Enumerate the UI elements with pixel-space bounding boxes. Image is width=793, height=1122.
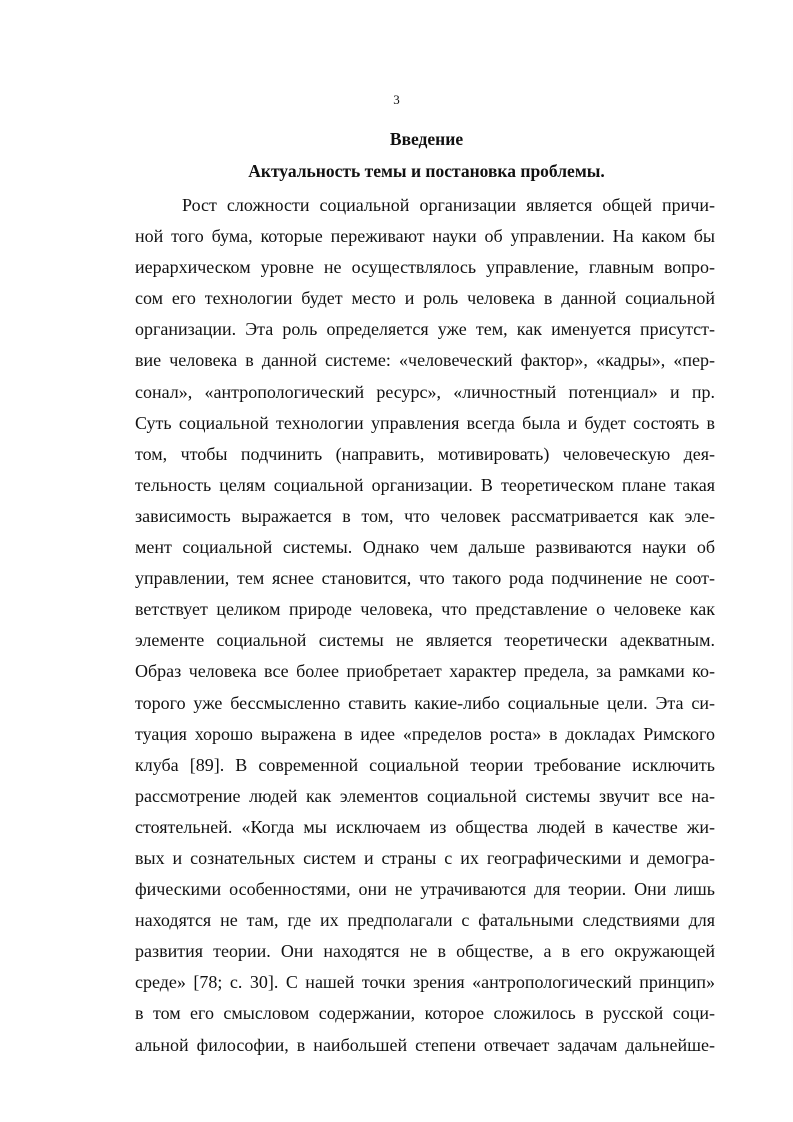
text-line: тельность целям социальной организации. В теоретическом плане такая — [135, 474, 715, 495]
text-line: находятся не там, где их предполагали с фатальными следствиями для — [135, 910, 715, 931]
text-line: ветствует целиком природе человека, что представление о человеке как — [135, 599, 715, 620]
text-line: том, чтобы подчинить (направить, мотивировать) человеческую дея- — [135, 443, 715, 464]
body-paragraph — [135, 190, 715, 1061]
text-line: в том его смысловом содержании, которое сложилось в русской соци- — [135, 1003, 715, 1024]
text-line: сонал», «антропологический ресурс», «личностный потенциал» и пр. — [135, 381, 715, 402]
text-line: стоятельней. «Когда мы исключаем из общества людей в качестве жи- — [135, 816, 715, 837]
text-line: торого уже бессмысленно ставить какие-либо социальные цели. Эта си- — [135, 692, 715, 713]
text-line: вых и сознательных систем и страны с их географическими и демогра- — [135, 847, 715, 868]
text-line: зависимость выражается в том, что человек рассматривается как эле- — [135, 505, 715, 526]
text-line: развития теории. Они находятся не в обществе, а в его окружающей — [135, 941, 715, 962]
text-line: ной того бума, которые переживают науки об управлении. На каком бы — [135, 226, 715, 247]
text-line: Образ человека все более приобретает характер предела, за рамками ко- — [135, 661, 715, 682]
text-line: Суть социальной технологии управления всегда была и будет состоять в — [135, 412, 715, 433]
text-line: клуба [89]. В современной социальной теории требование исключить — [135, 754, 715, 775]
section-subtitle: Актуальность темы и постановка проблемы. — [248, 161, 605, 181]
text-line: туация хорошо выражена в идее «пределов роста» в докладах Римского — [135, 723, 715, 744]
text-line: иерархическом уровне не осуществлялось управление, главным вопро- — [135, 257, 715, 278]
text-line: фическими особенностями, они не утрачиваются для теории. Они лишь — [135, 879, 715, 900]
text-line: среде» [78; с. 30]. С нашей точки зрения «антропологический принцип» — [135, 972, 715, 993]
text-line: альной философии, в наибольшей степени отвечает задачам дальнейше- — [135, 1034, 715, 1055]
text-line: мент социальной системы. Однако чем дальше развиваются науки об — [135, 537, 715, 558]
text-line: управлении, тем яснее становится, что такого рода подчинение не соот- — [135, 568, 715, 589]
text-line: сом его технологии будет место и роль человека в данной социальной — [135, 288, 715, 309]
text-line: Рост сложности социальной организации является общей причи- — [182, 195, 715, 215]
page-title: Введение — [389, 129, 464, 149]
page-number: 3 — [393, 92, 400, 107]
text-line: организации. Эта роль определяется уже тем, как именуется присутст- — [135, 319, 715, 340]
text-line: рассмотрение людей как элементов социальной системы звучит все на- — [135, 785, 715, 806]
text-line: элементе социальной системы не является теоретически адекватным. — [135, 630, 715, 651]
text-line: вие человека в данной системе: «человеческий фактор», «кадры», «пер- — [135, 350, 715, 371]
